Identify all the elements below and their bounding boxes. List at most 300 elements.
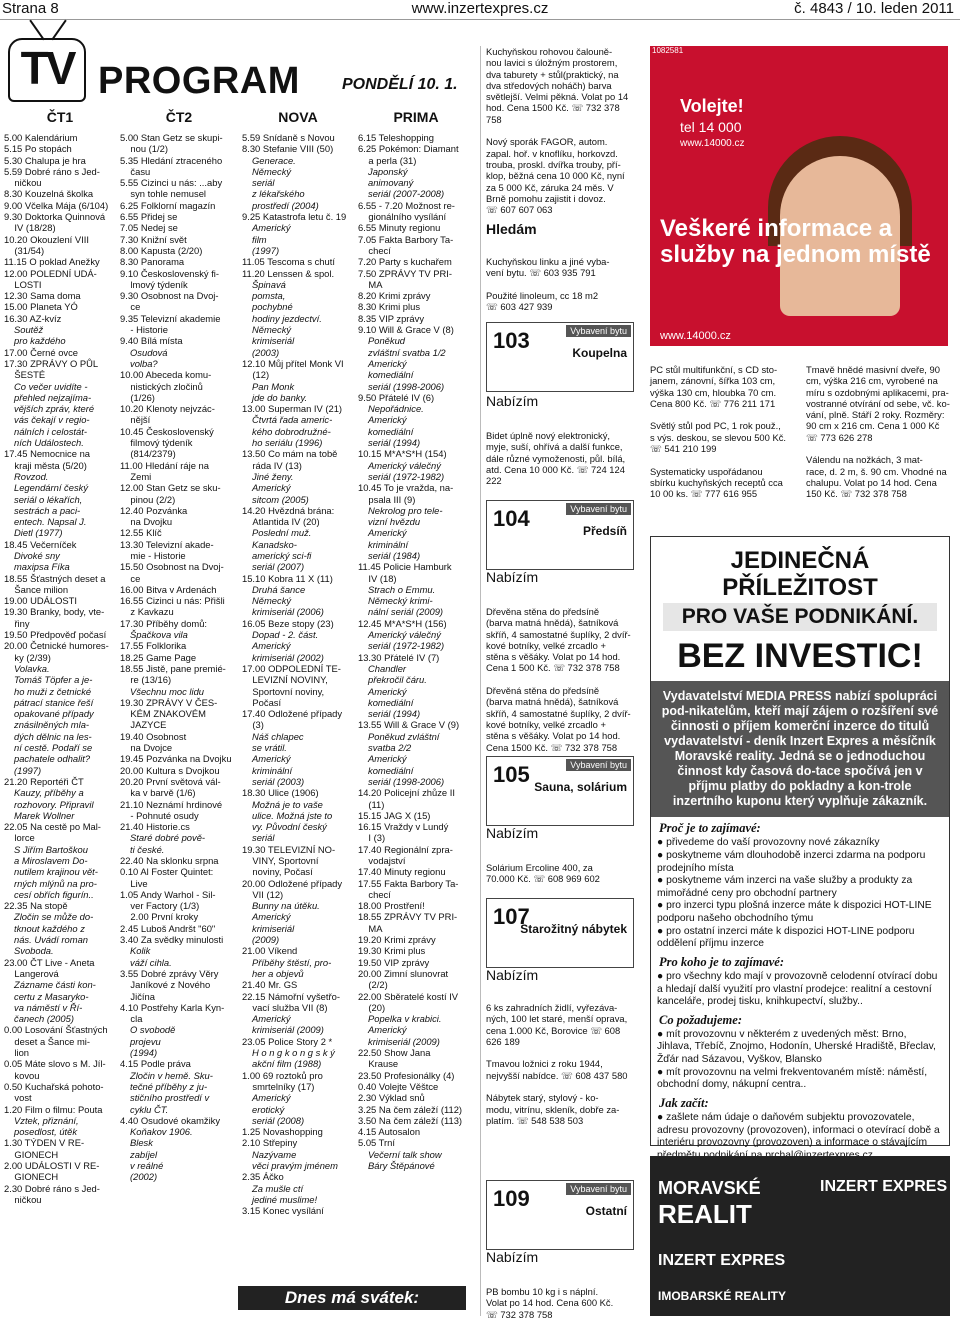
classified-line: Bidet úplně nový elektronický,: [486, 430, 611, 441]
schedule-line: dých dělnic na les-: [14, 730, 92, 742]
schedule-nova: [242, 132, 356, 1217]
inzert-expres-promo: [650, 536, 950, 1149]
schedule-line: pinou (2/2): [120, 493, 176, 505]
schedule-line: ničkou: [4, 1193, 42, 1205]
schedule-line: ráda IV (13): [242, 459, 302, 471]
classified-line: sbírku kuchyňských receptů cca: [650, 476, 783, 488]
schedule-line: nutilem krajinou vět-: [14, 866, 98, 878]
schedule-line: Langerová: [4, 967, 59, 979]
schedule-line: 19.40 Osobnost: [120, 730, 187, 742]
classified-line: Cena 1500 Kč. ☏ 732 378 758: [486, 741, 618, 753]
classified-line: [486, 674, 634, 685]
schedule-line: re (13/16): [120, 674, 172, 686]
classified-list-109: [486, 1286, 634, 1320]
schedule-line: 8.30 Kouzelná školka: [4, 188, 94, 200]
classified-line: 150 Kč. ☏ 732 378 758: [806, 488, 907, 500]
schedule-line: her a objevů: [252, 967, 304, 979]
schedule-line: checí: [358, 244, 391, 256]
promo-section-who: Pro koho je to zajímavé:: [659, 954, 784, 969]
schedule-line: (2/2): [358, 979, 388, 991]
section-nabizim: Nabízím: [486, 825, 539, 841]
promo-list-start: [651, 1112, 949, 1162]
schedule-line: KÉM ZNAKOVÉM: [120, 708, 206, 720]
promo-section-require: Co požadujeme:: [659, 1012, 742, 1027]
classified-line: zapal. hoř. v knoflíku, horkovzd.: [486, 147, 618, 159]
classified-line: ☏ 732 378 758: [486, 1308, 553, 1320]
classified-line: ných, 100 let staré, menší oprava,: [486, 1013, 628, 1025]
schedule-line: prostředí (2004): [252, 199, 319, 211]
schedule-line: Japonský: [368, 165, 408, 177]
schedule-line: 2.45 Luboš Andršt "60": [120, 922, 216, 934]
schedule-line: Vztek, přiznání,: [14, 1114, 79, 1126]
schedule-line: 23.50 Profesionálky (4): [358, 1069, 455, 1081]
schedule-line: 9.10 Will & Grace V (8): [358, 324, 454, 336]
advert-id: 1082581: [652, 46, 684, 55]
schedule-line: VINY, Sportovní: [242, 855, 319, 866]
advert-slogan: Veškeré informace a služby na jednom místě: [660, 215, 931, 268]
schedule-line: 19.20 Krimi zprávy: [358, 934, 436, 946]
schedule-line: Báry Štěpánové: [368, 1160, 435, 1172]
schedule-line: Chandler: [368, 662, 407, 674]
schedule-line: 0.40 Volejte Věštce: [358, 1080, 439, 1092]
schedule-line: 19.50 Předpověď počasí: [4, 629, 107, 641]
schedule-line: Svoboda.: [14, 945, 54, 957]
schedule-line: 19.30 TELEVIZNÍ NO-: [242, 843, 336, 855]
schedule-line: Live: [120, 877, 148, 889]
schedule-line: (12): [242, 369, 270, 381]
schedule-line: 19.30 Krimi plus: [358, 945, 426, 957]
rubric-107: [486, 898, 634, 968]
schedule-line: 13.30 Televizní akade-: [120, 538, 214, 550]
footer-ad-moravske: MORAVSKÉ: [658, 1178, 761, 1198]
schedule-line: ti české.: [130, 843, 165, 855]
schedule-line: 9.30 Doktorka Quinnová: [4, 211, 106, 223]
schedule-line: LOSTI: [4, 278, 42, 290]
schedule-line: a perla (31): [358, 154, 417, 166]
schedule-line: Koňakov 1906.: [130, 1126, 193, 1138]
classified-line: (barva matná hnědá), šatníková: [486, 696, 619, 708]
schedule-line: v reálné: [130, 1160, 164, 1172]
schedule-line: Špinavá: [252, 278, 286, 290]
classified-line: vení bytu. ☏ 603 935 791: [486, 267, 596, 279]
schedule-line: 15.00 Planeta YÓ: [4, 301, 78, 313]
schedule-line: zabíjel: [130, 1148, 158, 1160]
schedule-line: filmový týdeník: [120, 437, 193, 449]
schedule-line: 10.45 Československý: [120, 425, 214, 437]
schedule-line: H o n g k o n g s k ý: [252, 1047, 335, 1059]
schedule-line: (2009): [252, 934, 280, 946]
channel-prima: PRIMA: [393, 109, 439, 125]
schedule-line: 8.30 Panorama: [120, 256, 185, 268]
schedule-ct2: [120, 132, 240, 1183]
promo-list-item: ● mít provozovnu na velmi frekventovaném místě: náměstí, obchodní domy, nákupní centra..: [657, 1067, 943, 1092]
schedule-line: z Kavkazu: [120, 606, 174, 618]
schedule-line: 12.40 Pozvánka: [120, 504, 188, 516]
schedule-line: 12.55 Klíč: [120, 527, 162, 539]
schedule-line: 8.00 Kapusta (2/20): [120, 244, 203, 256]
section-nabizim: Nabízím: [486, 569, 539, 585]
classified-line: 6 ks zahradních židlí, vyřezáva-: [486, 1002, 618, 1013]
schedule-line: 4.10 Postřehy Karla Kyn-: [120, 1001, 225, 1013]
schedule-line: Nekrolog pro tele-: [368, 504, 443, 516]
classified-line: Nový sporák FAGOR, autom.: [486, 136, 608, 148]
schedule-line: kriminální: [252, 764, 293, 776]
name-day-banner: Dnes má svátek: BŘETISLAV: [238, 1286, 466, 1310]
schedule-line: projevu: [130, 1035, 161, 1047]
schedule-line: pátrací stanice řeší: [14, 696, 94, 708]
schedule-line: Jičína: [120, 990, 155, 1002]
classified-line: Nábytek starý, stylový - ko-: [486, 1092, 599, 1104]
schedule-line: 19.30 Branky, body, vte-: [4, 606, 105, 618]
promo-list-item: ● poskytneme vám dlouhodobě inzerci zdarma na podporu prodejního místa: [657, 850, 943, 875]
schedule-line: akční film (1988): [252, 1058, 322, 1070]
classified-line: ☏ 541 210 199: [650, 443, 717, 455]
schedule-line: ní cestě. Podaří se: [14, 742, 93, 754]
section-nabizim: Nabízím: [486, 967, 539, 983]
schedule-line: kraji města (5/20): [4, 459, 87, 471]
schedule-line: 0.00 Losování Šťastných: [4, 1024, 108, 1036]
program-title: PROGRAM: [98, 60, 300, 102]
schedule-line: Americký válečný: [368, 629, 441, 641]
schedule-line: 17.55 Fakta Barbory Ta-: [358, 877, 459, 889]
schedule-line: (2003): [252, 346, 280, 358]
classified-line: dva středových noháčh) barva: [486, 79, 612, 91]
rubric-number: 105: [493, 762, 530, 787]
schedule-line: film: [252, 233, 267, 245]
classified-line: Systematicky uspořádanou: [650, 465, 763, 477]
classified-line: Tmavou ložnici z roku 1944,: [486, 1058, 603, 1070]
schedule-line: 8.30 Stefanie VIII (50): [242, 143, 334, 155]
schedule-line: Náš chlapec: [252, 730, 304, 742]
promo-list-item: ● pro ostatní inzerci máte k dispozici HOT-LINE podporu oddělení příjmu inzerce: [657, 926, 943, 951]
schedule-line: - Historie: [120, 324, 168, 336]
schedule-line: Německý: [252, 324, 292, 336]
schedule-line: 19.30 ZPRÁVY V ČES-: [120, 696, 218, 708]
classified-line: platím. ☏ 548 538 503: [486, 1114, 584, 1126]
schedule-line: 15.15 JAG X (15): [358, 809, 431, 821]
classified-line: 90 cm x 216 cm. Cena 1 000 Kč: [806, 420, 940, 432]
schedule-line: krimiseriál (2009): [368, 1035, 440, 1047]
schedule-line: certu z Masaryko-: [14, 990, 89, 1002]
classified-line: [486, 1047, 634, 1058]
schedule-line: 15.50 Osobnost na Dvoj-: [120, 561, 224, 573]
rubric-name: Ostatní: [585, 1204, 627, 1218]
schedule-line: krimiseriál: [252, 922, 295, 934]
schedule-line: pachatele odhalit?: [14, 753, 91, 765]
schedule-line: lmový týdeník: [120, 278, 188, 290]
schedule-line: 17.00 Černé ovce: [4, 346, 79, 358]
schedule-line: Pan Monk: [252, 380, 295, 392]
advert-14000[interactable]: [650, 46, 948, 346]
schedule-line: 9.40 Bílá místa: [120, 335, 183, 347]
schedule-line: 5.59 Dobré ráno s Jed-: [4, 165, 100, 177]
schedule-line: seriál (1994): [368, 437, 421, 449]
schedule-line: seriál (1972-1982): [368, 640, 445, 652]
rubric-number: 109: [493, 1186, 530, 1211]
schedule-line: zvláštní svatba 1/2: [368, 346, 446, 358]
schedule-line: Kauzy, příběhy a: [14, 787, 84, 799]
schedule-line: nální seriál (2009): [368, 606, 444, 618]
schedule-ct1: [4, 132, 118, 1205]
schedule-line: Zločin v hemě. Sku-: [130, 1069, 213, 1081]
classified-line: hod. Cena 1500 Kč. ☏ 732 378: [486, 102, 620, 114]
classified-line: míru s ozdobnými aplikacemi, pra-: [806, 386, 949, 398]
schedule-line: maxipsa Fíka: [14, 561, 70, 573]
advert-site: www.14000.cz: [660, 330, 731, 342]
schedule-line: vějších zpráv, které: [14, 403, 95, 415]
schedule-line: 15.10 Kobra 11 X (11): [242, 572, 333, 584]
schedule-line: (3): [242, 719, 264, 731]
schedule-line: 12.30 Sama doma: [4, 290, 81, 302]
schedule-line: Zemi: [120, 470, 152, 482]
schedule-line: 2.00 UDÁLOSTI V RE-: [4, 1160, 100, 1172]
schedule-line: seriál (1998-2006): [368, 380, 445, 392]
schedule-line: 6.55 - 7.20 Možnost re-: [358, 199, 455, 211]
schedule-line: Americký: [252, 1013, 291, 1025]
classified-line: nejvyšší nabídce. ☏ 608 437 580: [486, 1069, 628, 1081]
schedule-line: 19.45 Pozvánka na Dvojku: [120, 753, 232, 765]
schedule-line: ŠESTÉ: [4, 369, 46, 381]
schedule-line: checí: [358, 888, 391, 900]
schedule-line: Americký: [368, 414, 407, 426]
schedule-line: vodajství: [358, 855, 406, 866]
classified-list-top: [486, 46, 634, 215]
schedule-line: 6.55 Minuty regionu: [358, 222, 441, 234]
schedule-line: (2002): [130, 1171, 158, 1183]
schedule-line: 21.10 Neznámí hrdinové: [120, 798, 223, 810]
promo-list-why: [651, 837, 949, 950]
schedule-line: (31/54): [4, 244, 45, 256]
schedule-line: tknout každého z: [14, 922, 85, 934]
schedule-line: 13.55 Will & Grace V (9): [358, 719, 460, 731]
schedule-line: 13.00 Superman IV (21): [242, 403, 343, 415]
schedule-line: 22.50 Show Jana: [358, 1047, 431, 1059]
schedule-line: (20): [358, 1001, 386, 1013]
schedule-line: mie - Historie: [120, 549, 186, 561]
classified-line: ☏ 603 427 939: [486, 301, 553, 313]
schedule-line: 21.00 Víkend: [242, 945, 298, 957]
rubric-name: Koupelna: [572, 346, 627, 360]
promo-section-why: Proč je to zajímavé:: [659, 821, 761, 836]
promo-headline-1: JEDINEČNÁ PŘÍLEŽITOST: [651, 537, 949, 603]
schedule-line: Americký: [252, 753, 291, 765]
schedule-line: 5.00 Kalendárium: [4, 132, 78, 143]
rubric-name: Sauna, solárium: [534, 780, 627, 794]
classified-line: Kuchyňskou linku a jiné vyba-: [486, 256, 610, 267]
schedule-line: Jiné ženy.: [252, 470, 294, 482]
schedule-line: seriál (2003): [252, 775, 305, 787]
schedule-line: znásilněných mla-: [14, 719, 90, 731]
schedule-line: (1/26): [120, 391, 155, 403]
schedule-line: Volavka.: [14, 662, 50, 674]
classified-line: (barva matná hnědá), šatníková: [486, 617, 619, 629]
schedule-line: krimiseriál (2002): [252, 651, 324, 663]
schedule-line: Americký: [252, 482, 291, 494]
schedule-line: 22.40 Na sklonku srpna: [120, 855, 219, 866]
schedule-line: krimiseriál: [252, 335, 295, 347]
schedule-line: na Dvojku: [120, 516, 173, 528]
schedule-line: 9.30 Osobnost na Dvoj-: [120, 290, 219, 302]
schedule-line: ky (2/39): [4, 651, 51, 663]
schedule-line: Popelka v krabici.: [368, 1013, 442, 1025]
schedule-line: Divoké sny: [14, 549, 60, 561]
schedule-line: 16.30 AZ-kvíz: [4, 312, 62, 324]
classified-line: Cena 1 500 Kč. ☏ 732 378 758: [486, 662, 620, 674]
schedule-line: 21.40 Historie.cs: [120, 821, 190, 833]
schedule-line: 11.15 O poklad Anežky: [4, 256, 100, 268]
schedule-line: kého dobrodružné-: [252, 425, 331, 437]
schedule-line: Americký válečný: [368, 459, 441, 471]
classified-line: race, d. 2 m, š. 90 cm. Vhodné na: [806, 465, 947, 477]
schedule-line: 5.15 Po stopách: [4, 143, 72, 155]
schedule-line: 1.30 TÝDEN V RE-: [4, 1137, 85, 1149]
schedule-line: 12.45 M*A*S*H (156): [358, 617, 447, 629]
schedule-line: 6.15 Teleshopping: [358, 132, 434, 143]
classified-line: PC stůl multifunkční, s CD sto-: [650, 364, 778, 375]
schedule-line: 3.25 Na čem záleží (112): [358, 1103, 463, 1115]
schedule-line: 17.00 ODPOLEDNÍ TE-: [242, 662, 341, 674]
schedule-line: Kolik: [130, 945, 151, 957]
schedule-line: 20.00 Kultura s Dvojkou: [120, 764, 220, 776]
classified-list-107: [486, 1002, 634, 1126]
schedule-line: 10.20 Klenoty nejvzác-: [120, 403, 215, 415]
rubric-name: Předsíň: [582, 524, 627, 538]
schedule-line: 3.50 Na čem záleží (113): [358, 1114, 463, 1126]
classified-line: atd. Cena 10 000 Kč. ☏ 724 124: [486, 463, 625, 475]
schedule-line: 20.00 Zimní slunovrat: [358, 967, 449, 979]
schedule-line: 10.20 Okouzlení VIII: [4, 233, 89, 245]
schedule-line: Počasí: [242, 696, 282, 708]
schedule-line: 11.20 Lenssen & spol.: [242, 267, 335, 279]
section-nabizim: Nabízím: [486, 393, 539, 409]
classified-line: světlejší. Velmi pěkná. Volat po 14: [486, 91, 629, 103]
schedule-line: 9.00 Včelka Mája (6/104): [4, 199, 109, 211]
schedule-line: americký sci-fi: [252, 549, 312, 561]
schedule-line: animovaný: [368, 177, 414, 189]
schedule-line: 17.40 Regionální zpra-: [358, 843, 453, 855]
rubric-109: [486, 1180, 634, 1250]
classified-line: skříň, 4 samostatné šuplíky, 2 dvíř-: [486, 707, 631, 719]
schedule-line: Zločin se může do-: [14, 911, 94, 923]
schedule-line: Dopad - 2. část.: [252, 629, 319, 641]
schedule-line: 20.20 První světová vál-: [120, 775, 221, 787]
schedule-line: se vrátil.: [252, 742, 287, 754]
schedule-line: z lékařského: [252, 188, 305, 200]
schedule-line: 11.05 Tescoma s chutí: [242, 256, 335, 268]
advert-web: www.14000.cz: [680, 138, 745, 149]
classified-line: vostranné otvírání od sebe, vč. ko-: [806, 397, 950, 409]
schedule-line: tečné příběhy z ju-: [130, 1080, 208, 1092]
schedule-line: 17.40 Odložené případy: [242, 708, 343, 720]
classified-line: 222: [486, 475, 502, 487]
schedule-line: 18.00 Prostření!: [358, 900, 425, 912]
schedule-line: 5.05 Trní: [358, 1137, 396, 1149]
schedule-line: komediální: [368, 764, 414, 776]
schedule-line: 21.20 Reportéři ČT: [4, 775, 84, 787]
site-url[interactable]: www.inzertexpres.cz: [411, 0, 549, 17]
schedule-line: opakované případy: [14, 708, 94, 720]
schedule-line: seriál (1984): [368, 549, 421, 561]
schedule-line: 2.10 Střepiny: [242, 1137, 298, 1149]
classified-line: ☏ 607 607 063: [486, 204, 553, 216]
schedule-line: nistických zločinů: [120, 380, 203, 392]
schedule-line: sitcom (2005): [252, 493, 309, 505]
schedule-line: ho muži z četnické: [14, 685, 92, 697]
schedule-line: Kanadsko-: [252, 538, 297, 550]
schedule-line: Americký: [368, 357, 407, 369]
classified-line: [650, 409, 798, 420]
schedule-line: 9.25 Katastrofa letu č. 19: [242, 211, 347, 223]
schedule-line: 4.40 Osudové okamžiky: [120, 1114, 221, 1126]
schedule-line: Soutěž: [14, 324, 44, 336]
schedule-line: Marek Wollner: [14, 809, 75, 821]
page-number: Strana 8: [2, 0, 59, 17]
promo-list-require: [651, 1029, 949, 1092]
schedule-line: Sportovní noviny,: [242, 685, 325, 697]
classified-line: s výs. deskou, se slevou 500 Kč.: [650, 431, 787, 443]
schedule-line: Staré dobré pově-: [130, 832, 206, 844]
schedule-line: (11): [358, 798, 385, 810]
schedule-line: 5.35 Hledání ztraceného: [120, 154, 223, 166]
schedule-line: 23.05 Police Story 2 *: [242, 1035, 333, 1047]
schedule-line: ničkou: [4, 177, 42, 189]
schedule-line: 22.15 Námořní vyšetřo-: [242, 990, 340, 1002]
schedule-line: Americký: [368, 527, 407, 539]
schedule-line: Večerní talk show: [368, 1148, 442, 1160]
schedule-line: 9.50 Přátelé IV (6): [358, 391, 435, 403]
promo-section-start: Jak začít:: [659, 1095, 709, 1110]
schedule-line: Rovzod.: [14, 470, 49, 482]
section-nabizim: Nabízím: [486, 1249, 539, 1265]
schedule-line: času: [120, 165, 151, 177]
schedule-line: nější: [120, 414, 151, 426]
schedule-line: Německý krimi-: [368, 595, 433, 607]
schedule-line: Možná je to vaše: [252, 798, 323, 810]
footer-adverts[interactable]: [650, 1156, 950, 1316]
schedule-line: MA: [358, 278, 383, 290]
classified-list-hledam: [486, 256, 634, 312]
classified-line: [486, 125, 634, 136]
schedule-line: 9.10 Československý fi-: [120, 267, 220, 279]
classified-list-105: [486, 862, 634, 885]
schedule-line: čanech (2005): [14, 1013, 74, 1025]
schedule-line: 18.25 Game Page: [120, 651, 197, 663]
schedule-line: Americký: [252, 1092, 291, 1104]
rubric-tag: Vybavení bytu: [566, 1183, 631, 1195]
schedule-line: řiny: [4, 617, 30, 629]
schedule-line: Bunny na útěku.: [252, 900, 320, 912]
schedule-line: lorce: [4, 832, 35, 844]
rubric-104: [486, 500, 634, 570]
schedule-line: 18.55 ZPRÁVY TV PRI-: [358, 911, 458, 923]
schedule-line: 18.55 Jistě, pane premié-: [120, 662, 226, 674]
schedule-line: 9.35 Televizní akademie: [120, 312, 221, 324]
schedule-line: 11.45 Policie Hamburk: [358, 561, 452, 573]
classified-line: dva taburety + stůl(praktický, na: [486, 68, 619, 80]
schedule-line: hodiny jezdectví.: [252, 312, 322, 324]
schedule-line: 17.30 ZPRÁVY O PŮL: [4, 357, 99, 369]
schedule-line: 7.50 ZPRÁVY TV PRI-: [358, 267, 452, 279]
schedule-line: Všechnu moc lidu: [130, 685, 204, 697]
schedule-line: ho seriálu (1996): [252, 437, 323, 449]
rubric-number: 104: [493, 506, 530, 531]
classified-line: Tmavě hnědé masivní dveře, 90: [806, 364, 940, 375]
schedule-line: Blesk: [130, 1137, 153, 1149]
schedule-line: 6.55 Přidej se: [120, 211, 178, 223]
schedule-line: noviny, Počasí: [242, 866, 313, 878]
schedule-line: Americký: [252, 911, 291, 923]
schedule-line: (1994): [130, 1047, 158, 1059]
